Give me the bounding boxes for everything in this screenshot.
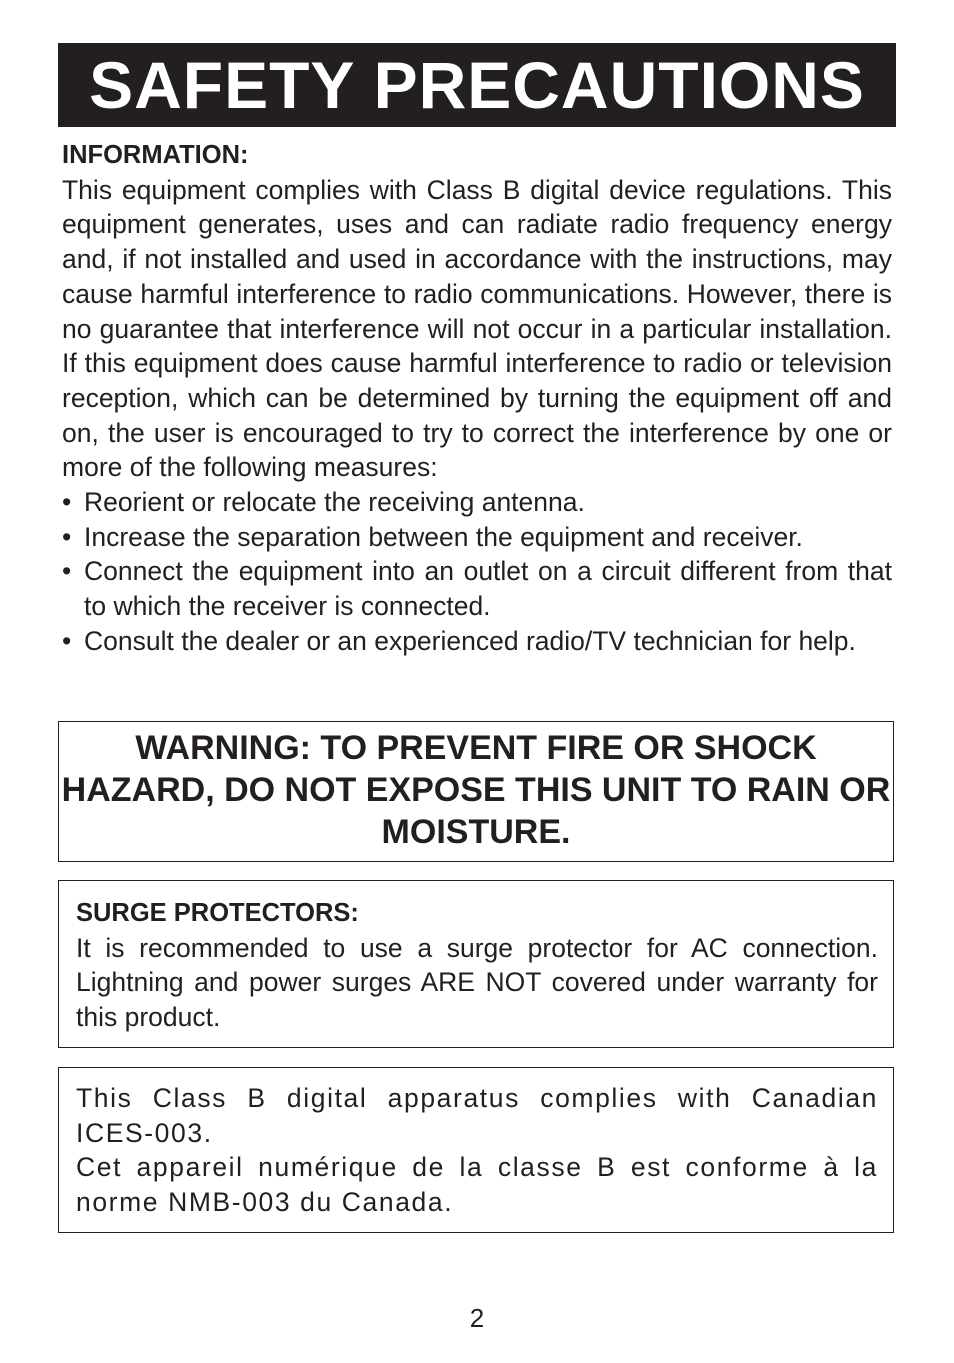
measures-list bbox=[62, 485, 892, 659]
bullet-icon: • bbox=[62, 521, 72, 552]
bullet-icon: • bbox=[62, 625, 72, 656]
list-item bbox=[62, 624, 892, 659]
surge-heading: SURGE PROTECTORS: bbox=[76, 899, 359, 927]
bullet-icon: • bbox=[62, 556, 72, 587]
canada-english-statement: This Class B digital apparatus complies with Canadian ICES-003. bbox=[76, 1083, 878, 1148]
page-title: SAFETY PRECAUTIONS bbox=[89, 48, 865, 122]
surge-protectors-box bbox=[58, 880, 894, 1048]
title-banner bbox=[58, 43, 896, 127]
measure-text: Consult the dealer or an experienced radio/TV technician for help. bbox=[84, 625, 856, 656]
warning-box bbox=[58, 721, 894, 862]
bullet-icon: • bbox=[62, 487, 72, 518]
canada-french-statement: Cet appareil numérique de la classe B est conforme à la norme NMB-003 du Canada. bbox=[76, 1152, 878, 1218]
measure-text: Connect the equipment into an outlet on a circuit different from that to which the receiver is connected. bbox=[84, 556, 892, 622]
information-section bbox=[62, 138, 892, 659]
measure-text: Reorient or relocate the receiving antenna. bbox=[84, 487, 585, 518]
surge-body: It is recommended to use a surge protector for AC connection. Lightning and power surges ARE NOT covered under warranty for this product. bbox=[76, 932, 878, 1033]
information-body: This equipment complies with Class B digital device regulations. This equipment generates, uses and can radiate radio frequency energy and, if not installed and used in accordance with the instructions, may cause harmful interference to radio communications. However, there is no guarantee that interference will not occur in a particular installation. If this equipment does cause harmful interference to radio or television reception, which can be determined by turning the equipment off and on, the user is encouraged to try to correct the interference by one or more of the following measures: bbox=[62, 174, 892, 483]
canada-compliance-box bbox=[58, 1067, 894, 1233]
warning-text: WARNING: TO PREVENT FIRE OR SHOCK HAZARD, DO NOT EXPOSE THIS UNIT TO RAIN OR MOISTURE. bbox=[61, 729, 891, 851]
list-item bbox=[62, 520, 892, 555]
information-heading: INFORMATION: bbox=[62, 141, 249, 169]
page-number: 2 bbox=[469, 1303, 485, 1333]
list-item bbox=[62, 485, 892, 520]
measure-text: Increase the separation between the equipment and receiver. bbox=[84, 521, 803, 552]
list-item bbox=[62, 554, 892, 623]
